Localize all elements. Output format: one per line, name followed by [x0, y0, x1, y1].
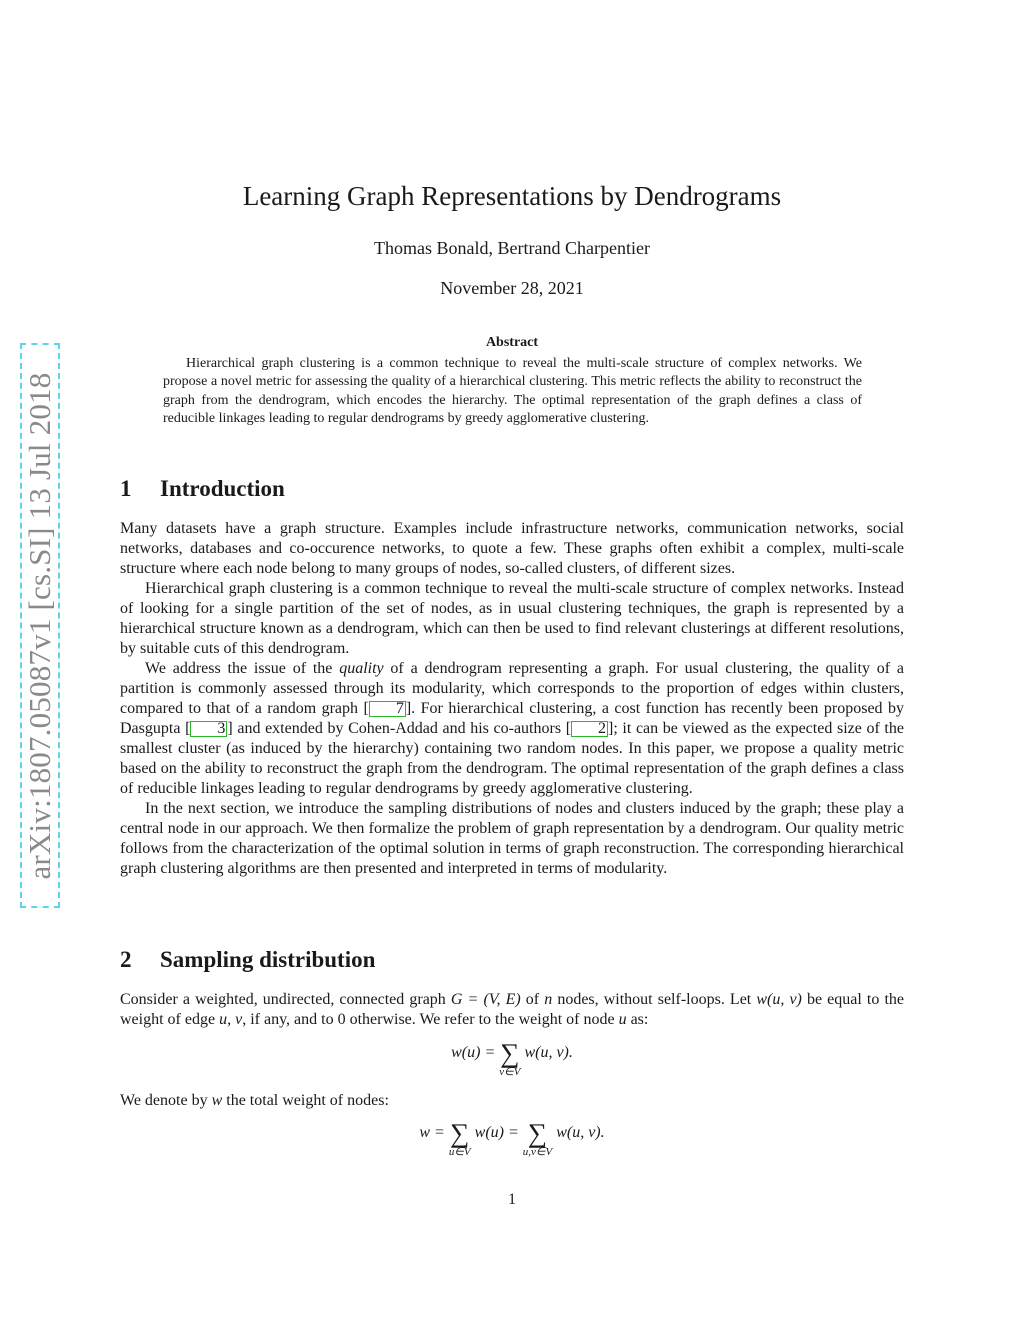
section-heading-introduction [120, 476, 285, 502]
abstract-text: Hierarchical graph clustering is a common technique to reveal the multi-scale structure of complex networks. We propose a novel metric for assessing the quality of a hierarchical clustering. This metric reflects the ability to reconstruct the graph from the dendrogram, which encodes the hierarchy. The optimal representation of the graph defines a class of reducible linkages leading to regular dendrograms by greedy agglomerative clustering. [163, 356, 862, 426]
summation-symbol: ∑ u∈V [448, 1118, 471, 1158]
intro-paragraph-4: In the next section, we introduce the sampling distributions of nodes and clusters induced by the graph; these play a central node in our approach. We then formalize the problem of graph representation by a dendrogram. Our quality metric follows from the characterization of the optimal solution in terms of graph reconstruction. The corresponding hierarchical graph clustering algorithms are then presented and interpreted in terms of modularity. [120, 800, 904, 877]
intro-paragraph-2: Hierarchical graph clustering is a common technique to reveal the multi-scale structure of complex networks. Instead of looking for a single partition of the set of nodes, as in usual clustering techniques, the graph is represented by a hierarchical structure known as a dendrogram, which can then be used to find relevant clusterings at different resolutions, by suitable cuts of this dendrogram. [120, 580, 904, 657]
sampling-paragraph-2: We denote by w the total weight of nodes: [120, 1092, 389, 1109]
citation-link-7[interactable]: 7 [369, 701, 406, 717]
page-number: 1 [508, 1191, 516, 1208]
abstract-heading: Abstract [485, 335, 539, 350]
sampling-body-2 [120, 1091, 904, 1111]
sampling-paragraph-1: Consider a weighted, undirected, connected graph G = (V, E) of n nodes, without self-loops. Let w(u, v) be equal to the weight of edge u, v, if any, and to 0 otherwise. We refer to the weight of node u as: [120, 991, 905, 1028]
summation-symbol: ∑ u,v∈V [522, 1118, 553, 1158]
intro-paragraph-1: Many datasets have a graph structure. Examples include infrastructure networks, communication networks, social networks, databases and co-occurence networks, to quote a few. These graphs often exhibit a complex, multi-scale structure where each node belong to many groups of nodes, so-called clusters, of different sizes. [120, 520, 904, 577]
section-title: Introduction [160, 476, 285, 501]
citation-link-2[interactable]: 2 [571, 721, 608, 737]
summation-symbol: ∑ v∈V [499, 1038, 521, 1078]
sampling-body-1 [120, 990, 904, 1030]
paper-title: Learning Graph Representations by Dendrograms [242, 181, 782, 211]
section-heading-sampling-distribution [120, 947, 375, 973]
equation-node-weight: w(u) = ∑ v∈V w(u, v). [451, 1038, 573, 1078]
paper-authors: Thomas Bonald, Bertrand Charpentier [374, 238, 650, 258]
arxiv-identifier[interactable]: arXiv:1807.05087v1 [cs.SI] 13 Jul 2018 [22, 372, 57, 880]
intro-paragraph-3: We address the issue of the quality of a dendrogram representing a graph. For usual clustering, the quality of a partition is commonly assessed through its modularity, which corresponds to the proportion of edges within clusters, compared to that of a random graph [ 7 ]. For hierarchical clustering, a cost function has recently been proposed by Dasgupta [ 3 ] and extended by Cohen-Addad and his co-authors [ 2 ]; it can be viewed as the expected size of the smallest cluster (as induced by the hierarchy) containing two random nodes. In this paper, we propose a quality metric based on the ability to reconstruct the graph from the dendrogram. The optimal representation of the graph defines a class of reducible linkages leading to regular dendrograms by greedy agglomerative clustering. [120, 660, 905, 797]
section-number: 2 [120, 947, 132, 972]
paper-date: November 28, 2021 [440, 278, 584, 298]
section-title: Sampling distribution [160, 947, 376, 972]
section-number: 1 [120, 476, 132, 501]
emphasis-quality: quality [339, 660, 384, 677]
introduction-body [120, 519, 904, 879]
equation-total-weight: w = ∑ u∈V w(u) = ∑ u,v∈V w(u, v). [419, 1118, 605, 1158]
citation-link-3[interactable]: 3 [190, 721, 227, 737]
